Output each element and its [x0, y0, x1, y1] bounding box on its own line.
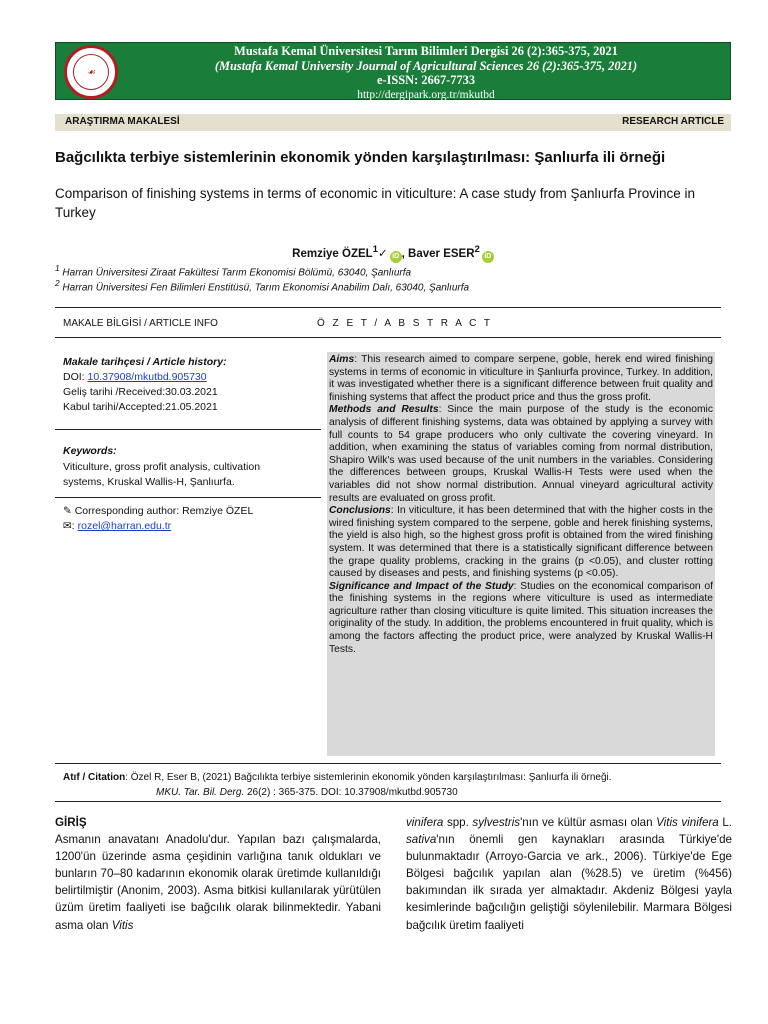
citation-line-2: MKU. Tar. Bil. Derg. 26(2) : 365-375. DOI: 10.37908/mkutbd.905730 — [156, 787, 458, 798]
divider — [55, 801, 721, 802]
orcid-icon[interactable]: iD — [482, 251, 494, 263]
abstract-box — [327, 352, 715, 756]
university-seal-logo — [64, 45, 118, 99]
divider — [55, 763, 721, 764]
email-line — [63, 519, 171, 534]
doi-line: DOI: 10.37908/mkutbd.905730 — [63, 371, 207, 383]
journal-line-3: e-ISSN: 2667-7733 — [376, 73, 476, 87]
abstract-conclusions: Conclusions: In viticulture, it has been determined that with the higher costs in the wired finishing system compared to the serpene, goble and herek finishing systems, the yield is also high, so the highest gross profit is obtained from the wired finishing system. It was determined that there is a statistically significant difference between the grape quality problems, cracking in the grains (p <0.05), and cluster rotting caused by diseases and pests, and finishing systems (p <0.05). — [329, 505, 713, 580]
journal-line-1: Mustafa Kemal Üniversitesi Tarım Bilimleri Dergisi 26 (2):365-375, 2021 — [234, 44, 618, 58]
author-2-sup: 2 — [474, 244, 480, 255]
article-info-heading: MAKALE BİLGİSİ / ARTICLE INFO — [63, 318, 218, 329]
keywords-title: Keywords: — [63, 445, 117, 457]
corresponding-mark-icon: ✓ — [378, 247, 388, 260]
intro-column-left: GİRİŞ Asmanın anavatanı Anadolu'dur. Yapılan bazı çalışmalarda, 1200'ün üzerinde asma çeşidinin varlığına tanık oldukları ve bunların 70–80 kadarının ekonomik olarak üretimde kullanıldığı belirtilmiştir (Anonim, 2003). Asma bitkisi kullanılarak yürütülen üzüm üretim faaliyeti ise bağcılık olarak bilinmektedir. Yabani asma olan Vitis — [55, 816, 381, 932]
citation-line-1: Atıf / Citation: Özel R, Eser B, (2021) Bağcılıkta terbiye sistemlerinin ekonomik yönden karşılaştırılması: Şanlıurfa ili örneği. — [63, 772, 612, 783]
divider — [55, 429, 321, 430]
intro-column-right: vinifera spp. sylvestris'nın ve kültür asması olan Vitis vinifera L. sativa'nın önemli gen kaynakları arasında Türkiye'de bulunmaktadır (Arroyo-Garcia ve ark., 2006). Türkiye'de Ege Bölgesi bağcılık yapılan alan (%28.5) ve üretim (%456) bakımından ilk sırada yer almaktadır. Akdeniz Bölgesi yayla kesimlerinde bağcılığın geliştiği söylenilebilir. Marmara Bölgesi bağcılık üretim faaliyeti — [406, 816, 732, 932]
article-history-title: Makale tarihçesi / Article history: — [63, 356, 227, 368]
journal-url[interactable]: http://dergipark.org.tr/mkutbd — [357, 88, 495, 101]
author-2-name: Baver ESER — [408, 247, 475, 260]
accepted-date: Kabul tarihi/Accepted:21.05.2021 — [63, 401, 218, 413]
article-type-en: RESEARCH ARTICLE — [622, 116, 724, 127]
title-turkish: Bağcılıkta terbiye sistemlerinin ekonomik yönden karşılaştırılması: Şanlıurfa ili örneği — [55, 149, 666, 166]
author-1-name: Remziye ÖZEL — [292, 247, 373, 260]
intro-heading: GİRİŞ — [55, 816, 87, 829]
doi-link[interactable]: 10.37908/mkutbd.905730 — [87, 371, 207, 383]
email-link[interactable]: rozel@harran.edu.tr — [77, 520, 172, 532]
journal-banner — [55, 42, 731, 100]
journal-line-2: (Mustafa Kemal University Journal of Agricultural Sciences 26 (2):365-375, 2021) — [214, 58, 638, 73]
abstract-heading: Ö Z E T / A B S T R A C T — [317, 318, 493, 329]
received-date: Geliş tarihi /Received:30.03.2021 — [63, 386, 218, 398]
title-english: Comparison of finishing systems in terms of economic in viticulture: A case study from Şanlıurfa Province in Turkey — [55, 186, 696, 220]
divider — [55, 497, 321, 498]
article-type-bar — [55, 114, 731, 131]
abstract-methods: Methods and Results: Since the main purpose of the study is the economic analysis of different finishing systems, data was obtained by applying a survey with full counts to 54 grape producers who only cultivate the covering vineyard. In addition, when examining the status of variables coming from normal distribution, Shapiro Wilk's was used because of the unit numbers in the variables. Considering the differences between groups, Kruskal Wallis-H Tests were used when the variables did not show normal distribution. Annual vineyard agricultural activity results are evaluated on gross profit. — [329, 404, 713, 504]
divider — [317, 337, 721, 338]
divider — [55, 337, 321, 338]
author-line — [55, 244, 731, 263]
abstract-aims: Aims: This research aimed to compare serpene, goble, herek end wired finishing systems in terms of economic in viticulture in Şanlıurfa province, Turkey. In addition, it was investigated whether there is a significant difference between fruit quality and finishing systems that affect the product price and thus the gross profit. — [329, 354, 713, 403]
keywords-text: Viticulture, gross profit analysis, cultivation systems, Kruskal Wallis-H, Şanlıurfa. — [63, 461, 261, 488]
abstract-significance: Significance and Impact of the Study: Studies on the economical comparison of the finishing systems in the regions where viticulture is used as intermediate agriculture rather than closing viticulture is quite limited. This situation increases the originality of the study. In addition, the problems encountered in fruit quality, which is among the factors affecting the product price, were analyzed by Kruskal Wallis-H Tests. — [329, 580, 713, 655]
seal-inner-icon: ☙ — [73, 54, 109, 90]
pen-icon: ✎ — [63, 505, 75, 517]
article-type-tr: ARAŞTIRMA MAKALESİ — [65, 116, 180, 127]
corresponding-author: ✎ Corresponding author: Remziye ÖZEL — [63, 505, 254, 517]
author-1-sup: 1 — [372, 244, 378, 255]
divider — [55, 307, 721, 308]
orcid-icon[interactable]: iD — [390, 251, 402, 263]
mail-icon: ✉: — [63, 520, 78, 532]
affiliation-2: $^2$ Harran Üniversitesi Fen Bilimleri Enstitüsü, Tarım Ekonomisi Anabilim Dalı, 63040, Şanlıurfa — [55, 278, 470, 294]
affiliation-1: $^1$ Harran Üniversitesi Ziraat Fakültesi Tarım Ekonomisi Bölümü, 63040, Şanlıurfa — [55, 263, 412, 279]
journal-header-text — [126, 44, 726, 102]
author-separator: , — [401, 247, 409, 260]
citation — [63, 770, 733, 800]
